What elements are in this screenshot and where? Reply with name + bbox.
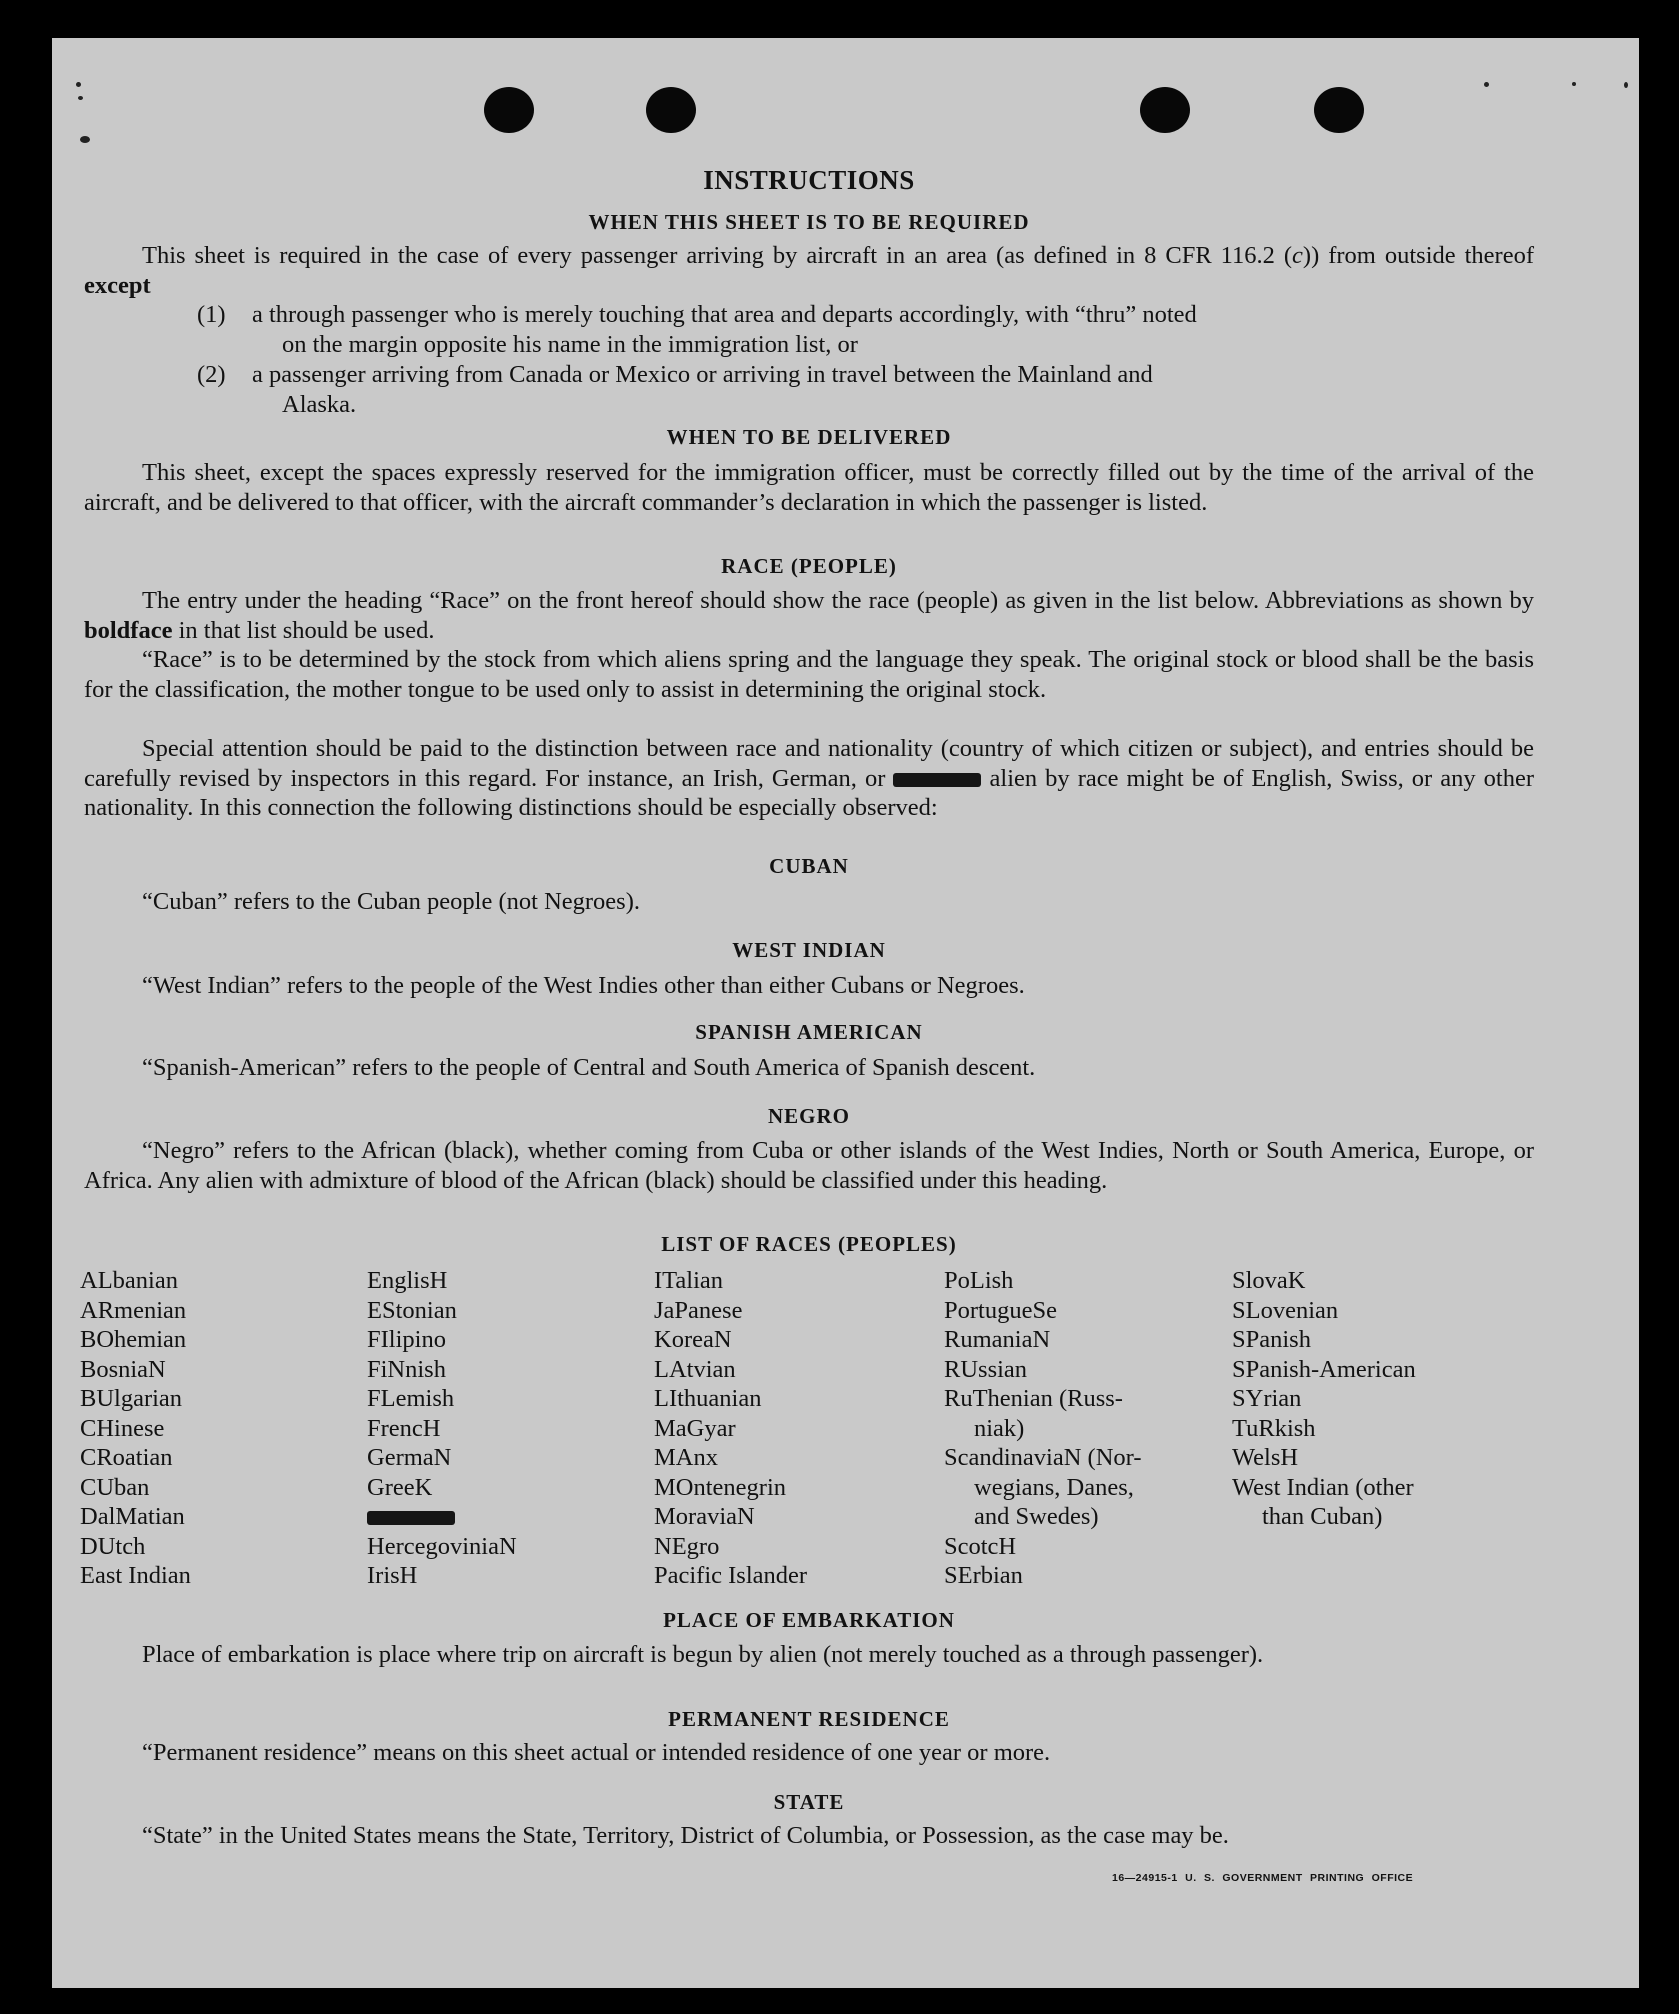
cuban-heading-row [84, 852, 1534, 882]
document-page [52, 38, 1639, 1988]
negro-text: “Negro” refers to the African (black), whether coming from Cuba or other islands of the West Indies, North or South America, Europe, or Africa. Any alien with admixture of blood of the African (black) should be classified under this heading. [84, 1137, 1534, 1194]
race-entry: MoraviaN [654, 1503, 755, 1530]
race-entry: FrencH [367, 1414, 441, 1442]
race-entry: WelsH [1232, 1444, 1299, 1471]
embarkation-heading: PLACE OF EMBARKATION [663, 1608, 955, 1632]
redaction-mark [367, 1511, 455, 1525]
list-of-races [80, 1266, 1550, 1596]
race-entry: GermaN [367, 1444, 452, 1471]
spanish-american-heading: SPANISH AMERICAN [695, 1020, 923, 1044]
race-entry: EStonian [367, 1296, 457, 1324]
negro-heading: NEGRO [767, 1104, 850, 1128]
when-required-intro [84, 241, 1534, 300]
residence-heading-row [84, 1705, 1534, 1735]
exception-number: (1) [197, 301, 226, 328]
race-entry: JaPanese [654, 1296, 743, 1324]
race-entry: ScotcH [944, 1532, 1017, 1560]
spanish-american-text: “Spanish-American” refers to the people of Central and South America of Spanish descent. [142, 1054, 1036, 1081]
exception-number: (2) [197, 361, 226, 388]
list-of-races-heading-row [84, 1230, 1534, 1260]
race-entry: KoreaN [654, 1326, 732, 1353]
except-word: except [84, 271, 151, 299]
embarkation-text: Place of embarkation is place where trip on aircraft is begun by alien (not merely touched as a through passenger). [142, 1641, 1264, 1668]
when-required-intro-text: This sheet is required in the case of every passenger arriving by aircraft in an area (as defined in 8 CFR 116.2 ( [142, 242, 1293, 269]
race-entry: LAtvian [654, 1355, 736, 1383]
state-text: “State” in the United States means the State, Territory, District of Columbia, or Possession, as the case may be. [142, 1822, 1229, 1849]
race-entry: FiNnish [367, 1355, 446, 1383]
title-row [84, 166, 1534, 206]
exception-text: a passenger arriving from Canada or Mexico or arriving in travel between the Mainland and [252, 361, 1153, 388]
embarkation-heading-row [84, 1606, 1534, 1636]
race-heading: RACE (PEOPLE) [721, 554, 897, 578]
paper-speck [1624, 82, 1628, 88]
race-entry: SlovaK [1232, 1267, 1306, 1294]
race-entry: RuThenian (Russ- [944, 1385, 1123, 1412]
race-paragraph-2: “Race” is to be determined by the stock from which aliens spring and the language they speak. The original stock or blood shall be the basis for the classification, the mother tongue to be used only to assist in determining the original stock. [84, 646, 1534, 703]
race-entry: EnglisH [367, 1267, 448, 1294]
race-column-4 [944, 1266, 1141, 1591]
race-entry: MOntenegrin [654, 1473, 786, 1501]
race-entry: SPanish [1232, 1326, 1311, 1353]
west-indian-text: “West Indian” refers to the people of the West Indies other than either Cubans or Negroes. [142, 972, 1025, 999]
cuban-text: “Cuban” refers to the Cuban people (not Negroes). [142, 888, 640, 915]
race-column-3 [654, 1266, 807, 1591]
race-entry: NEgro [654, 1532, 720, 1560]
race-entry: ARmenian [80, 1296, 187, 1324]
exception-text: a through passenger who is merely touching that area and departs accordingly, with “thru” noted [252, 301, 1197, 328]
race-entry: BosniaN [80, 1355, 166, 1383]
paper-speck [78, 96, 83, 100]
race-paragraph-3 [84, 734, 1534, 823]
race-entry: MaGyar [654, 1414, 736, 1442]
race-entry: DalMatian [80, 1503, 185, 1530]
paper-speck [76, 82, 81, 87]
race-column-2 [367, 1266, 517, 1591]
when-required-intro-text-2: )) from outside thereof [1302, 242, 1534, 269]
punch-hole [646, 87, 696, 133]
race-entry-continued: niak) [974, 1414, 1025, 1442]
race-entry: East Indian [80, 1562, 191, 1589]
race-entry: SErbian [944, 1562, 1023, 1589]
paper-speck [1484, 82, 1489, 87]
west-indian-heading: WEST INDIAN [732, 938, 886, 962]
race-text-2: in that list should be used. [172, 616, 435, 644]
race-entry: RumaniaN [944, 1326, 1051, 1353]
race-column-5 [1232, 1266, 1416, 1532]
exception-text-continued: on the margin opposite his name in the immigration list, or [282, 330, 858, 358]
race-entry: DUtch [80, 1532, 146, 1560]
cuban-heading: CUBAN [769, 854, 849, 878]
race-entry: LIthuanian [654, 1385, 762, 1412]
state-heading: STATE [773, 1790, 845, 1814]
race-entry: FIlipino [367, 1326, 446, 1353]
race-entry: FLemish [367, 1385, 455, 1412]
race-entry: CHinese [80, 1414, 165, 1442]
race-entry: BUlgarian [80, 1385, 183, 1412]
race-text-2: alien by race might be of English, Swiss, or any other nationality. In this connection the following distinctions should be especially observed: [84, 764, 1535, 821]
when-required-heading-row [84, 208, 1534, 238]
exception-item-2 [197, 360, 1537, 419]
cfr-subsection: c [1292, 242, 1303, 269]
race-text: Special attention should be paid to the distinction between race and nationality (country of which citizen or subject), and entries should be carefully revised by inspectors in this regard. For instance, an Irish, German, or [84, 735, 1534, 792]
race-entry: Pacific Islander [654, 1562, 808, 1589]
race-entry: ScandinaviaN (Nor- [944, 1444, 1142, 1471]
race-entry: ITalian [654, 1267, 724, 1294]
race-entry: PortugueSe [944, 1296, 1057, 1324]
race-entry: CUban [80, 1473, 150, 1501]
redaction-mark [893, 773, 981, 787]
race-entry-continued: and Swedes) [974, 1503, 1099, 1530]
when-required-heading: WHEN THIS SHEET IS TO BE REQUIRED [588, 210, 1030, 234]
race-paragraph-1 [84, 586, 1534, 645]
paper-speck [1572, 82, 1576, 86]
race-entry: SPanish-American [1232, 1355, 1416, 1383]
race-entry: SLovenian [1232, 1296, 1339, 1324]
when-delivered-text: This sheet, except the spaces expressly reserved for the immigration officer, must be correctly filled out by the time of the arrival of the aircraft, and be delivered to that officer, with the aircraft commander’s declaration in which the passenger is listed. [84, 459, 1534, 516]
punch-hole [484, 87, 534, 133]
race-entry: TuRkish [1232, 1414, 1316, 1442]
race-entry: PoLish [944, 1267, 1014, 1294]
state-heading-row [84, 1788, 1534, 1818]
race-entry-continued: wegians, Danes, [974, 1473, 1134, 1501]
exception-item-1 [197, 300, 1537, 359]
residence-heading: PERMANENT RESIDENCE [668, 1707, 950, 1731]
race-entry: RUssian [944, 1355, 1028, 1383]
race-entry-continued: than Cuban) [1262, 1503, 1383, 1530]
page-title: INSTRUCTIONS [703, 165, 915, 195]
spanish-american-heading-row [84, 1018, 1534, 1048]
paper-speck [80, 136, 90, 143]
race-entry: CRoatian [80, 1444, 173, 1471]
race-heading-row [84, 552, 1534, 582]
list-of-races-heading: LIST OF RACES (PEOPLES) [661, 1232, 957, 1256]
exception-text-continued: Alaska. [282, 390, 357, 418]
race-entry-redacted [367, 1502, 517, 1532]
race-entry: West Indian (other [1232, 1473, 1414, 1501]
race-entry: IrisH [367, 1562, 418, 1589]
printing-office-imprint: 16—24915-1 U. S. GOVERNMENT PRINTING OFFICE [1112, 1872, 1414, 1884]
race-entry: SYrian [1232, 1385, 1302, 1412]
race-entry: BOhemian [80, 1326, 187, 1353]
negro-heading-row [84, 1102, 1534, 1132]
race-text: The entry under the heading “Race” on the front hereof should show the race (people) as given in the list below. Abbreviations as shown by [142, 587, 1534, 614]
race-column-1 [80, 1266, 191, 1591]
boldface-word: boldface [84, 616, 173, 644]
race-entry: GreeK [367, 1473, 433, 1501]
west-indian-heading-row [84, 936, 1534, 966]
when-delivered-heading-row [84, 423, 1534, 453]
race-entry: ALbanian [80, 1267, 178, 1294]
residence-text: “Permanent residence” means on this sheet actual or intended residence of one year or more. [142, 1739, 1051, 1766]
when-delivered-heading: WHEN TO BE DELIVERED [666, 425, 952, 449]
race-entry: MAnx [654, 1444, 718, 1471]
race-entry: HercegoviniaN [367, 1532, 517, 1560]
punch-hole [1314, 87, 1364, 133]
punch-hole [1140, 87, 1190, 133]
